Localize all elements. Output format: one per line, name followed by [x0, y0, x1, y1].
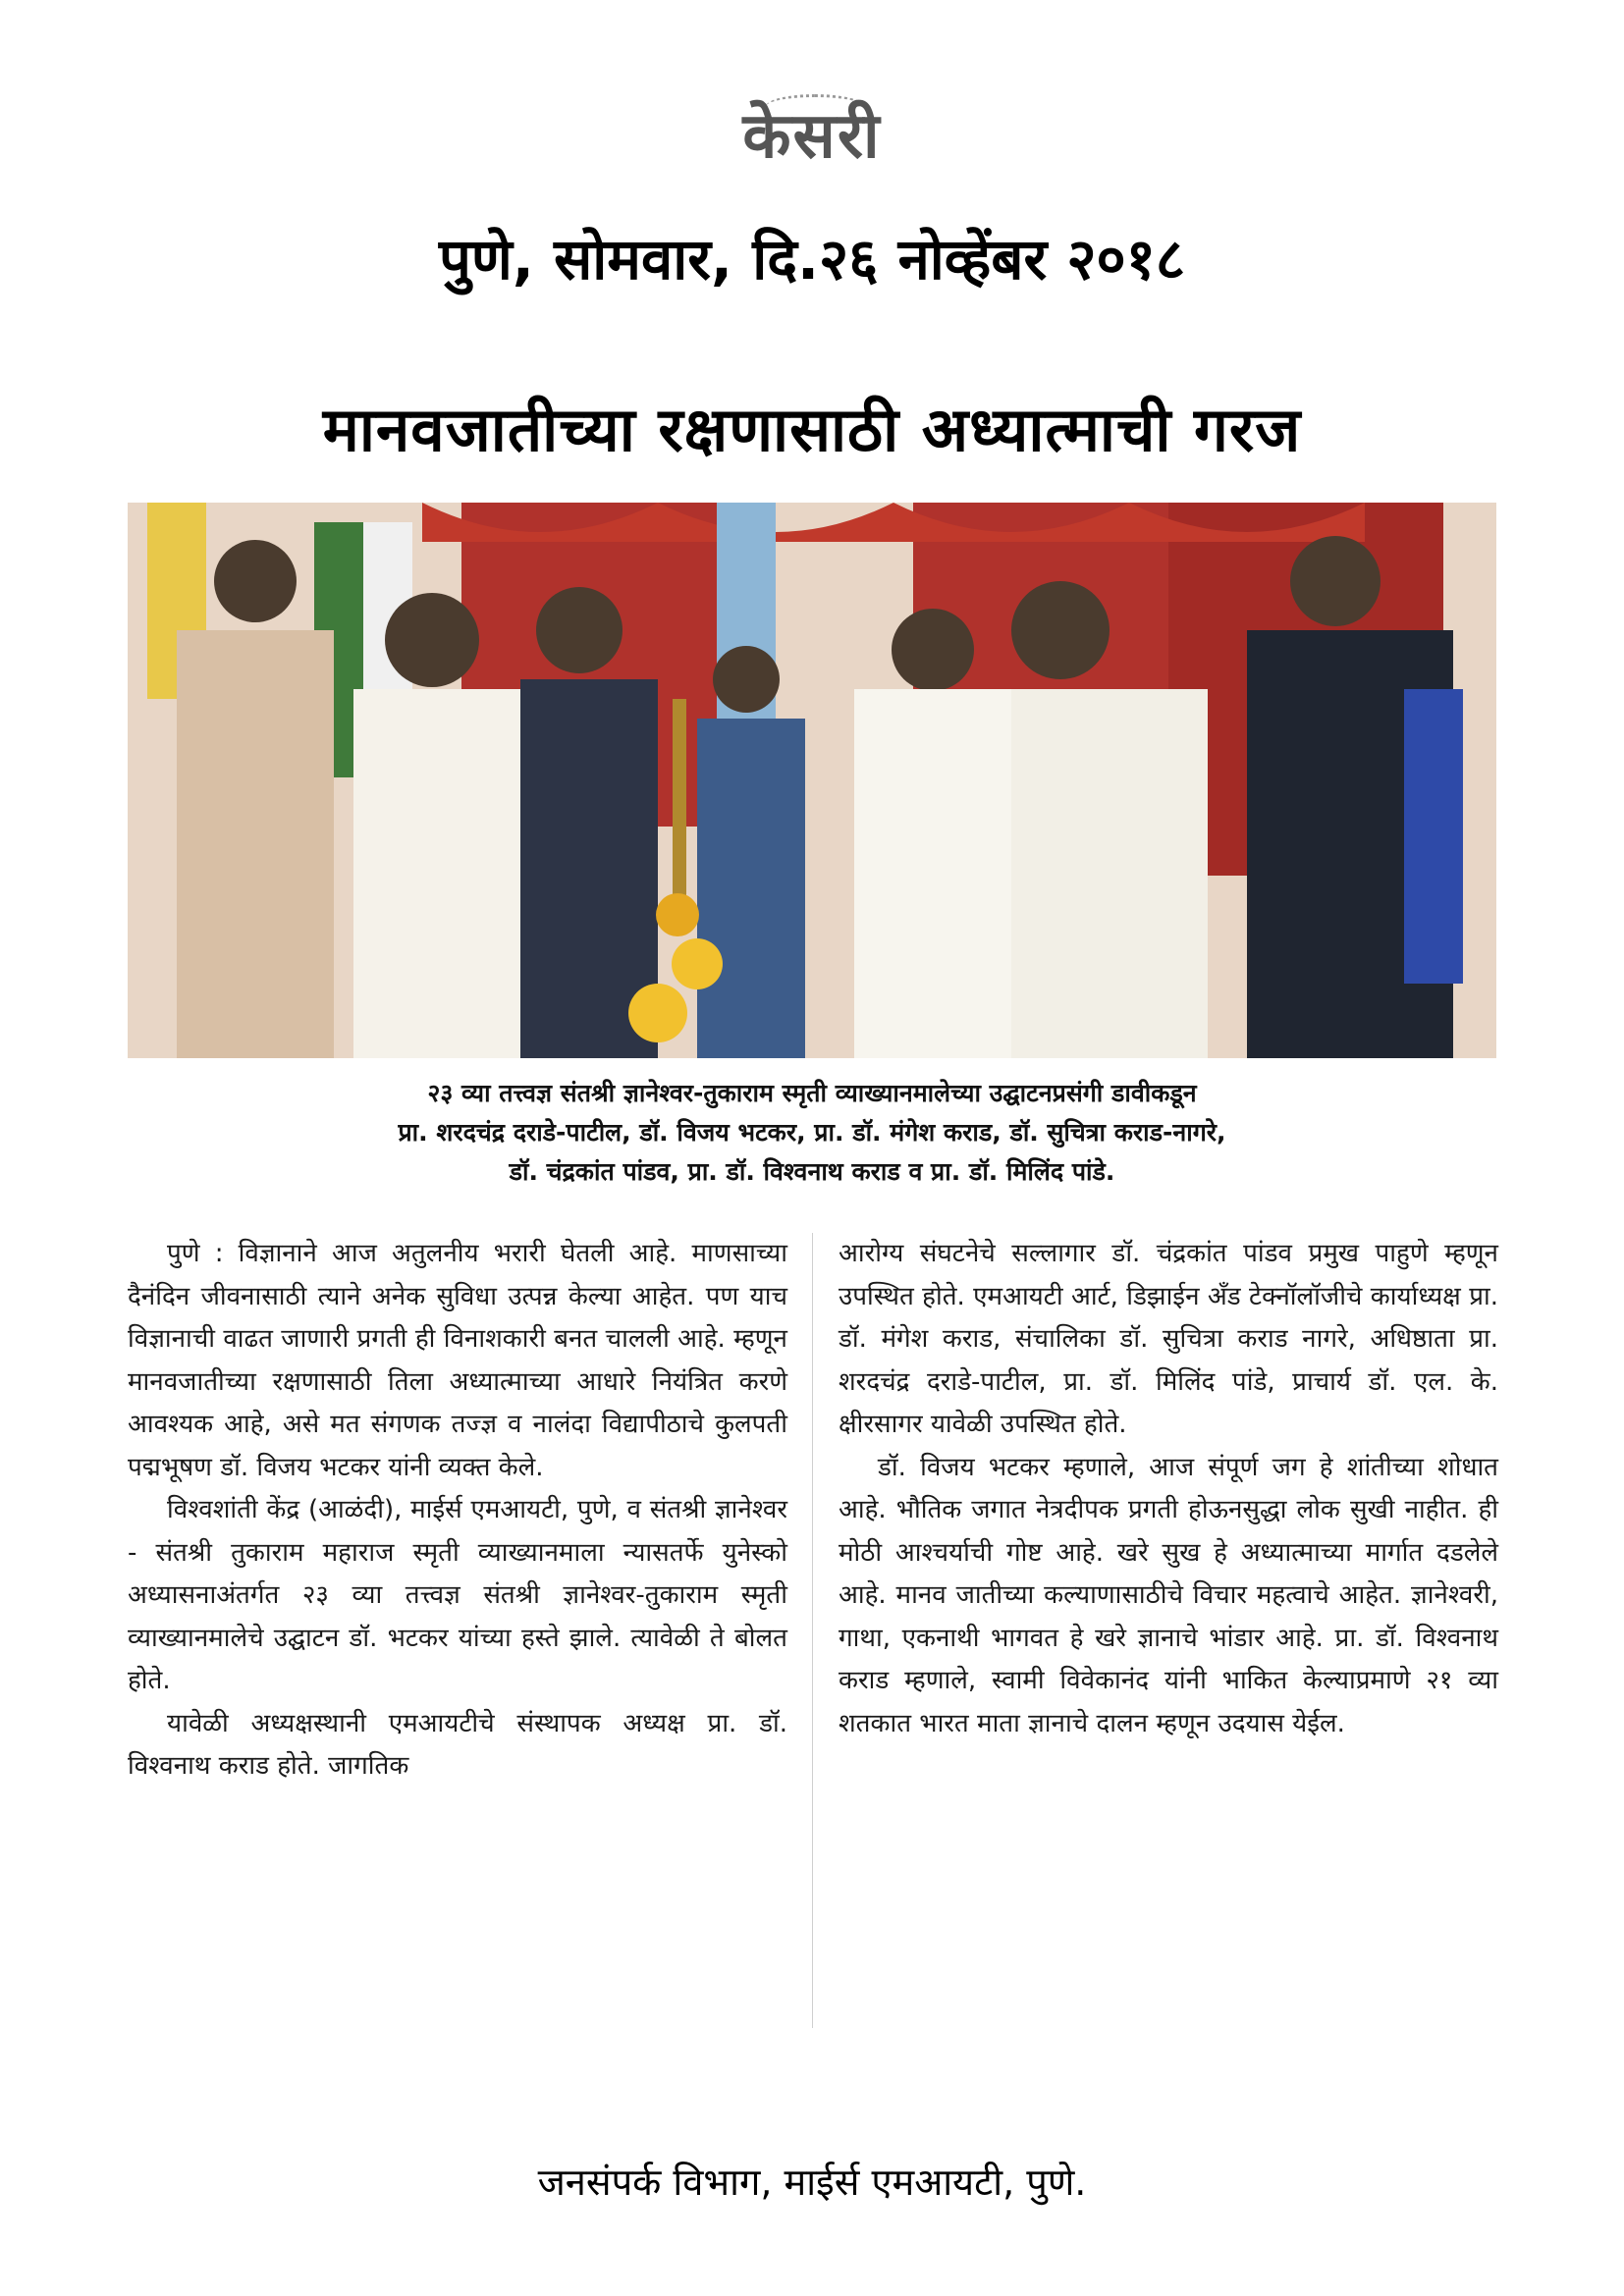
article-photo	[128, 503, 1496, 1058]
newspaper-masthead: केसरी	[742, 99, 882, 173]
article-column-right	[839, 1233, 1498, 1745]
caption-line: प्रा. शरदचंद्र दराडे-पाटील, डॉ. विजय भटकर, प्रा. डॉ. मंगेश कराड, डॉ. सुचित्रा कराड-नागरे,	[398, 1118, 1226, 1147]
article-paragraph: आरोग्य संघटनेचे सल्लागार डॉ. चंद्रकांत पांडव प्रमुख पाहुणे म्हणून उपस्थित होते. एमआयटी आर्ट, डिझाईन अँड टेक्नॉलॉजीचे कार्याध्यक्ष प्रा. डॉ. मंगेश कराड, संचालिका डॉ. सुचित्रा कराड नागरे, अधिष्ठाता प्रा. शरदचंद्र दराडे-पाटील, प्रा. डॉ. मिलिंद पांडे, प्राचार्य डॉ. एल. के. क्षीरसागर यावेळी उपस्थित होते.	[839, 1239, 1498, 1439]
article-paragraph: पुणे : विज्ञानाने आज अतुलनीय भरारी घेतली आहे. माणसाच्या दैनंदिन जीवनासाठी त्याने अनेक सुविधा उत्पन्न केल्या आहेत. पण याच विज्ञानाची वाढत जाणारी प्रगती ही विनाशकारी बनत चालली आहे. म्हणून मानवजातीच्या रक्षणासाठी तिला अध्यात्माच्या आधारे नियंत्रित करणे आवश्यक आहे, असे मत संगणक तज्ज्ञ व नालंदा विद्यापीठाचे कुलपती पद्मभूषण डॉ. विजय भटकर यांनी व्यक्त केले.	[128, 1239, 787, 1482]
footer-credit: जनसंपर्क विभाग, माईर्स एमआयटी, पुणे.	[537, 2161, 1087, 2204]
column-divider	[812, 1233, 813, 2028]
article-paragraph: विश्वशांती केंद्र (आळंदी), माईर्स एमआयटी, पुणे, व संतश्री ज्ञानेश्वर - संतश्री तुकाराम महाराज स्मृती व्याख्यानमाला न्यासतर्फे युनेस्को अध्यासनाअंतर्गत २३ व्या तत्त्वज्ञ संतश्री ज्ञानेश्वर-तुकाराम स्मृती व्याख्यानमालेचे उद्घाटन डॉ. भटकर यांच्या हस्ते झाले. त्यावेळी ते बोलत होते.	[128, 1495, 787, 1695]
article-column-left	[128, 1233, 787, 1789]
news-clipping	[110, 365, 1514, 2073]
article-paragraph: डॉ. विजय भटकर म्हणाले, आज संपूर्ण जग हे शांतीच्या शोधात आहे. भौतिक जगात नेत्रदीपक प्रगती होऊनसुद्धा लोक सुखी नाहीत. ही मोठी आश्चर्याची गोष्ट आहे. खरे सुख हे अध्यात्माच्या मार्गात दडलेले आहे. मानव जातीच्या कल्याणासाठीचे विचार महत्वाचे आहेत. ज्ञानेश्वरी, गाथा, एकनाथी भागवत हे खरे ज्ञानाचे भांडार आहे. प्रा. डॉ. विश्वनाथ कराड म्हणाले, स्वामी विवेकानंद यांनी भाकित केल्याप्रमाणे २१ व्या शतकात भारत माता ज्ञानाचे दालन म्हणून उदयास येईल.	[839, 1452, 1498, 1738]
article-headline: मानवजातीच्या रक्षणासाठी अध्यात्माची गरज	[322, 394, 1302, 465]
caption-line: २३ व्या तत्त्वज्ञ संतश्री ज्ञानेश्वर-तुकाराम स्मृती व्याख्यानमालेच्या उद्घाटनप्रसंगी डावीकडून	[427, 1079, 1197, 1107]
dateline: पुणे, सोमवार, दि.२६ नोव्हेंबर २०१८	[438, 226, 1186, 293]
caption-line: डॉ. चंद्रकांत पांडव, प्रा. डॉ. विश्वनाथ कराड व प्रा. डॉ. मिलिंद पांडे.	[509, 1157, 1115, 1186]
article-paragraph: यावेळी अध्यक्षस्थानी एमआयटीचे संस्थापक अध्यक्ष प्रा. डॉ. विश्वनाथ कराड होते. जागतिक	[128, 1708, 787, 1781]
photo-caption	[128, 1074, 1496, 1192]
photo-lamp-lighting-icon	[128, 503, 1496, 1058]
